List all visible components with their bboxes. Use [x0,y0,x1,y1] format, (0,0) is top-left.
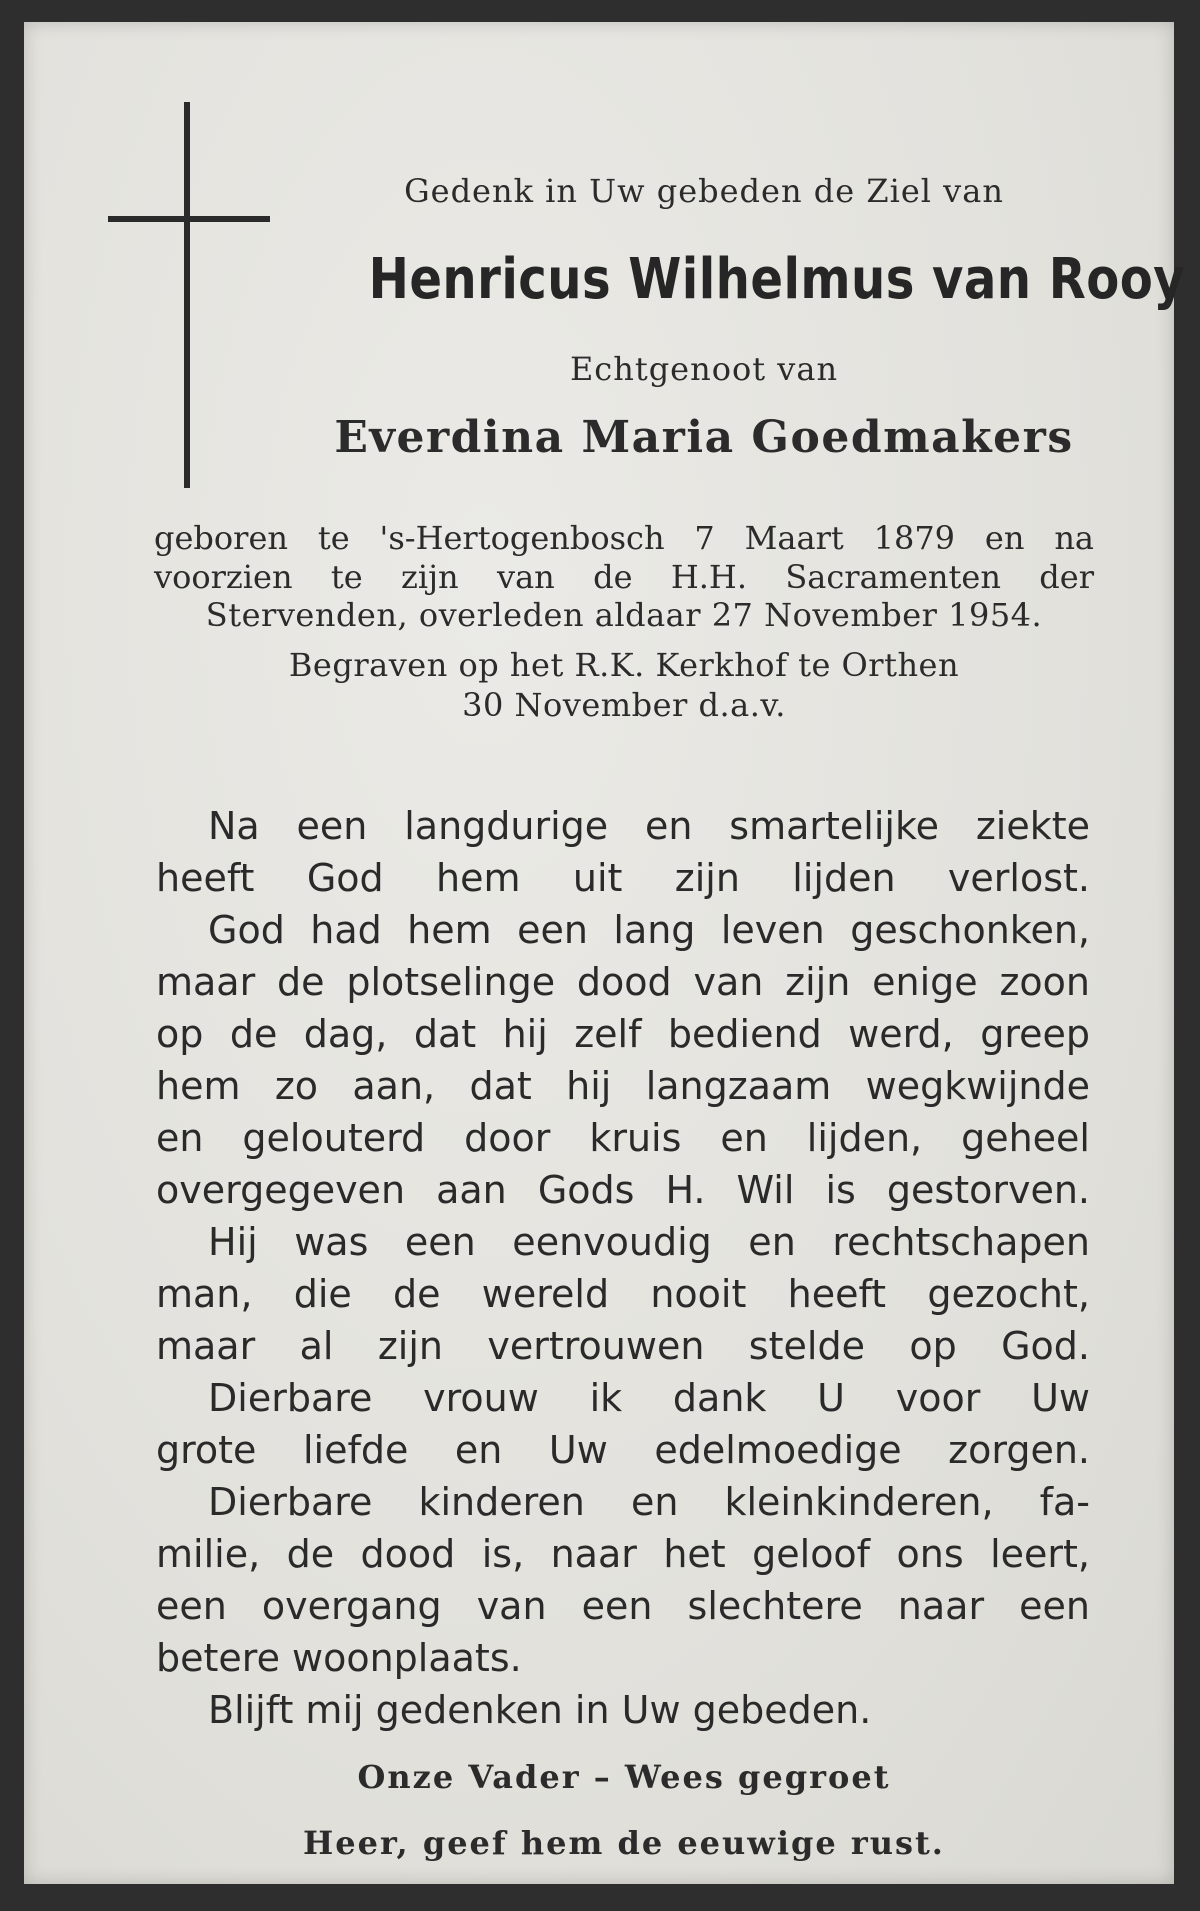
details-line: voorzien te zijn van de H.H. Sacramenten der [154,558,1094,596]
burial-line: Begraven op het R.K. Kerkhof te Orthen [288,646,960,684]
text-line: man, die de wereld nooit heeft gezocht, [156,1272,1090,1316]
text-line: betere woonplaats. [156,1636,522,1680]
text-line: Dierbare kinderen en kleinkinderen, fa- [208,1480,1090,1524]
spouse-name: Everdina Maria Goedmakers [334,412,1074,463]
text-line: milie, de dood is, naar het geloof ons leert, [156,1532,1090,1576]
text-line: en gelouterd door kruis en lijden, geheel [156,1116,1090,1160]
text-line: Na een langdurige en smartelijke ziekte [208,804,1090,848]
memorial-card [24,22,1186,1884]
text-line: heeft God hem uit zijn lijden verlost. [156,856,1090,900]
text-line: Hij was een eenvoudig en rechtschapen [208,1220,1090,1264]
text-line: op de dag, dat hij zelf bediend werd, greep [156,1012,1090,1056]
intro-text: Gedenk in Uw gebeden de Ziel van [404,172,1004,210]
text-line: hem zo aan, dat hij langzaam wegkwijnde [156,1064,1090,1108]
text-line: Dierbare vrouw ik dank U voor Uw [208,1376,1090,1420]
deceased-name: Henricus Wilhelmus van Rooy [368,247,1186,312]
text-line: God had hem een lang leven geschonken, [208,908,1090,952]
spouse-label: Echtgenoot van [569,350,839,388]
details-line: geboren te 's-Hertogenbosch 7 Maart 1879 en na [154,519,1094,557]
details-line: Stervenden, overleden aldaar 27 November 1954. [205,596,1043,634]
cross-icon-bar [108,216,270,222]
text-line: Blijft mij gedenken in Uw gebeden. [208,1688,872,1732]
text-line: maar de plotselinge dood van zijn enige zoon [156,960,1090,1004]
cross-icon [184,102,190,488]
text-line: maar al zijn vertrouwen stelde op God. [156,1324,1090,1368]
text-line: overgegeven aan Gods H. Wil is gestorven. [156,1168,1090,1212]
prayers-line: Onze Vader – Wees gegroet [357,1758,891,1796]
closing-line: Heer, geef hem de eeuwige rust. [303,1824,945,1862]
text-line: grote liefde en Uw edelmoedige zorgen. [156,1428,1090,1472]
text-line: een overgang van een slechtere naar een [156,1584,1090,1628]
burial-line: 30 November d.a.v. [462,686,786,724]
